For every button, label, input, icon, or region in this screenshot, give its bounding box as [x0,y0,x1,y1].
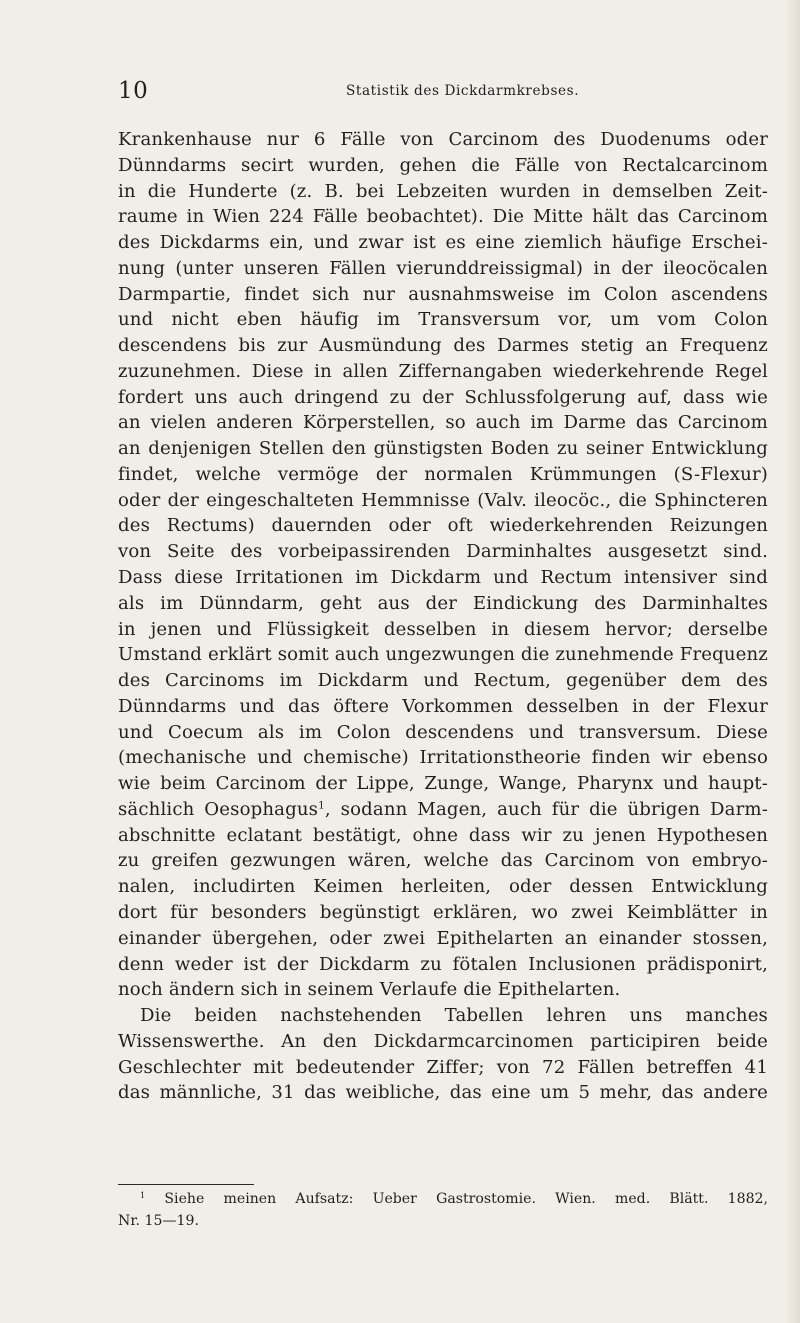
text-line: nalen, includirten Keimen herleiten, oder dessen Entwicklung [118,876,768,898]
footnote-reference[interactable]: 1 [318,799,325,812]
text-line-with-footnote-ref [118,797,768,823]
text-line: zuzunehmen. Diese in allen Ziffernangaben wiederkehrende Regel [118,360,768,382]
text-line: Dünndarms und das öftere Vorkommen desselben in der Flexur [118,695,768,717]
text-line: wie beim Carcinom der Lippe, Zunge, Wange, Pharynx und haupt- [118,773,768,795]
text-line: fordert uns auch dringend zu der Schlussfolgerung auf, dass wie [118,386,768,408]
text-line: (mechanische und chemische) Irritationstheorie finden wir ebenso [118,747,768,769]
text-line: des Rectums) dauernden oder oft wiederkehrenden Reizungen [118,515,768,537]
text-line: raume in Wien 224 Fälle beobachtet). Die Mitte hält das Carcinom [118,206,768,228]
text-line: zu greifen gezwungen wären, welche das Carcinom von embryo- [118,850,768,872]
text-line: Dünndarms secirt wurden, gehen die Fälle von Rectalcarcinom [118,154,768,176]
text-line: und Coecum als im Colon descendens und transversum. Diese [118,721,768,743]
text-line: noch ändern sich in seinem Verlaufe die Epithelarten. [118,979,621,1001]
text-line: Umstand erklärt somit auch ungezwungen die zunehmende Frequenz [118,644,768,666]
text-line: denn weder ist der Dickdarm zu fötalen Inclusionen prädisponirt, [118,953,768,975]
text-line: das männliche, 31 das weibliche, das eine um 5 mehr, das andere [118,1082,768,1104]
text-segment: , sodann Magen, auch für die übrigen Darm- [324,798,768,820]
text-line: einander übergehen, oder zwei Epithelarten an einander stossen, [118,927,768,949]
text-line: nung (unter unseren Fällen vierunddreissigmal) in der ileocöcalen [118,257,768,279]
text-line: Dass diese Irritationen im Dickdarm und Rectum intensiver sind [118,567,768,589]
text-line: Die beiden nachstehenden Tabellen lehren uns manches [140,1005,768,1027]
main-text [118,127,768,1106]
footnote-divider [118,1184,254,1185]
text-segment: sächlich Oesophagus [118,798,319,820]
text-line: Darmpartie, findet sich nur ausnahmsweise im Colon ascendens [118,283,768,305]
text-line: Wissenswerthe. An den Dickdarmcarcinomen participiren beide [118,1030,768,1052]
page-header [118,78,768,104]
text-line: descendens bis zur Ausmündung des Darmes stetig an Frequenz [118,335,768,357]
text-line: in jenen und Flüssigkeit desselben in diesem hervor; derselbe [118,618,768,640]
text-line: dort für besonders begünstigt erklären, wo zwei Keimblätter in [118,901,768,923]
footnote-line: Nr. 15—19. [118,1213,199,1229]
text-line: in die Hunderte (z. B. bei Lebzeiten wurden in demselben Zeit- [118,180,768,202]
page-number: 10 [118,78,149,104]
text-line: an vielen anderen Körperstellen, so auch im Darme das Carcinom [118,412,768,434]
text-line: findet, welche vermöge der normalen Krümmungen (S-Flexur) [118,463,768,485]
text-line: von Seite des vorbeipassirenden Darminhaltes ausgesetzt sind. [118,541,768,563]
text-line: Geschlechter mit bedeutender Ziffer; von 72 Fällen betreffen 41 [118,1056,768,1078]
running-head: Statistik des Dickdarmkrebses. [346,83,580,99]
text-line: des Carcinoms im Dickdarm und Rectum, gegenüber dem des [118,670,768,692]
page-edge-shadow [786,0,800,1323]
text-line: an denjenigen Stellen den günstigsten Boden zu seiner Entwicklung [118,438,768,460]
footnote-text: Siehe meinen Aufsatz: Ueber Gastrostomie. Wien. med. Blätt. 1882, [145,1191,768,1207]
footnote [118,1188,768,1232]
text-line: Krankenhause nur 6 Fälle von Carcinom des Duodenums oder [118,129,768,150]
text-line: oder der eingeschalteten Hemmnisse (Valv. ileocöc., die Sphincteren [118,489,768,511]
footnote-marker: 1 [140,1189,146,1200]
text-line: als im Dünndarm, geht aus der Eindickung des Darminhaltes [118,592,768,614]
text-line: abschnitte eclatant bestätigt, ohne dass wir zu jenen Hypothesen [118,824,768,846]
footnote-line [118,1188,768,1210]
text-line: und nicht eben häufig im Transversum vor, um vom Colon [118,309,768,331]
text-line: des Dickdarms ein, und zwar ist es eine ziemlich häufige Erschei- [118,232,768,254]
